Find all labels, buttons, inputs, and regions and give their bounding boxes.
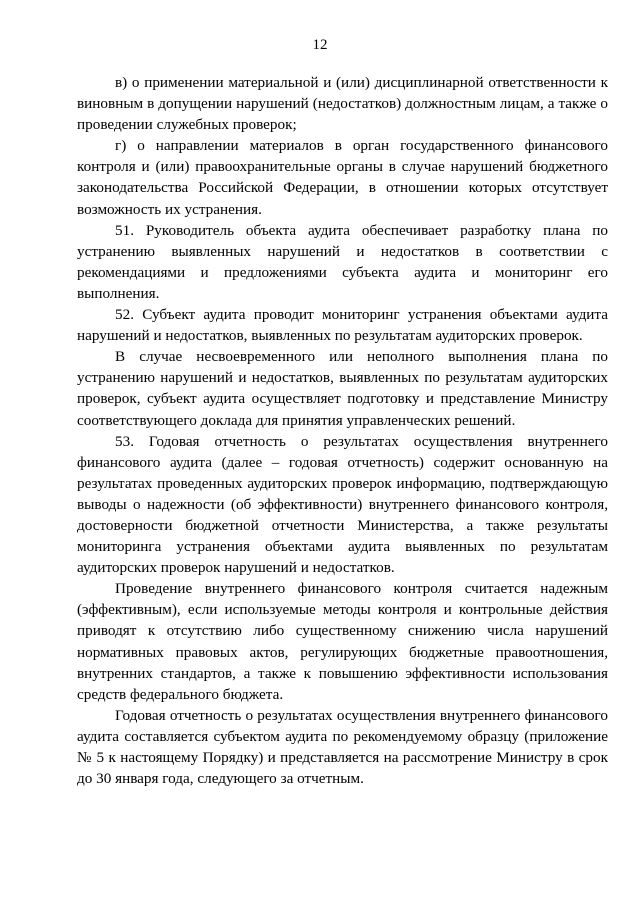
paragraph-clause-53-reliability: Проведение внутреннего финансового контроля считается надежным (эффективным), если используемые методы контроля и контрольные действия приводят к отсутствию либо существенному снижению числа нарушений нормативных правовых актов, регулирующих бюджетные правоотношения, внутренних стандартов, а также к повышению эффективности использования средств федерального бюджета. bbox=[77, 580, 608, 703]
document-body bbox=[77, 72, 608, 789]
paragraph-clause-51: 51. Руководитель объекта аудита обеспечивает разработку плана по устранению выявленных нарушений и недостатков в соответствии с рекомендациями и предложениями субъекта аудита и мониторинг его выполнения. bbox=[77, 221, 608, 302]
paragraph-clause-53-deadline: Годовая отчетность о результатах осуществления внутреннего финансового аудита составляется субъектом аудита по рекомендуемому образцу (приложение № 5 к настоящему Порядку) и представляется на рассмотрение Министру в срок до 30 января года, следующего за отчетным. bbox=[77, 706, 608, 788]
paragraph-clause-52-continuation: В случае несвоевременного или неполного выполнения плана по устранению нарушений и недостатков, выявленных по результатам аудиторских проверок, субъект аудита осуществляет подготовку и представление Министру соответствующего доклада для принятия управленческих решений. bbox=[77, 348, 608, 429]
page-number: 12 bbox=[312, 37, 328, 53]
paragraph-clause-53: 53. Годовая отчетность о результатах осуществления внутреннего финансового аудита (далее – годовая отчетность) содержит основанную на результатах проведенных аудиторских проверок информацию, подтверждающую выводы о надежности (об эффективности) внутреннего финансового контроля, достоверности бюджетной отчетности Министерства, а также результаты мониторинга устранения объектами аудита выявленных по результатам аудиторских проверок нарушений и недостатков. bbox=[77, 432, 608, 577]
paragraph-clause-52: 52. Субъект аудита проводит мониторинг устранения объектами аудита нарушений и недостатков, выявленных по результатам аудиторских проверок. bbox=[77, 306, 608, 345]
paragraph-item-v: в) о применении материальной и (или) дисциплинарной ответственности к виновным в допущении нарушений (недостатков) должностным лицам, а также о проведении служебных проверок; bbox=[77, 74, 608, 134]
paragraph-item-g: г) о направлении материалов в орган государственного финансового контроля и (или) правоохранительные органы в случае нарушений бюджетного законодательства Российской Федерации, в отношении которых отсутствует возможность их устранения. bbox=[77, 137, 608, 218]
